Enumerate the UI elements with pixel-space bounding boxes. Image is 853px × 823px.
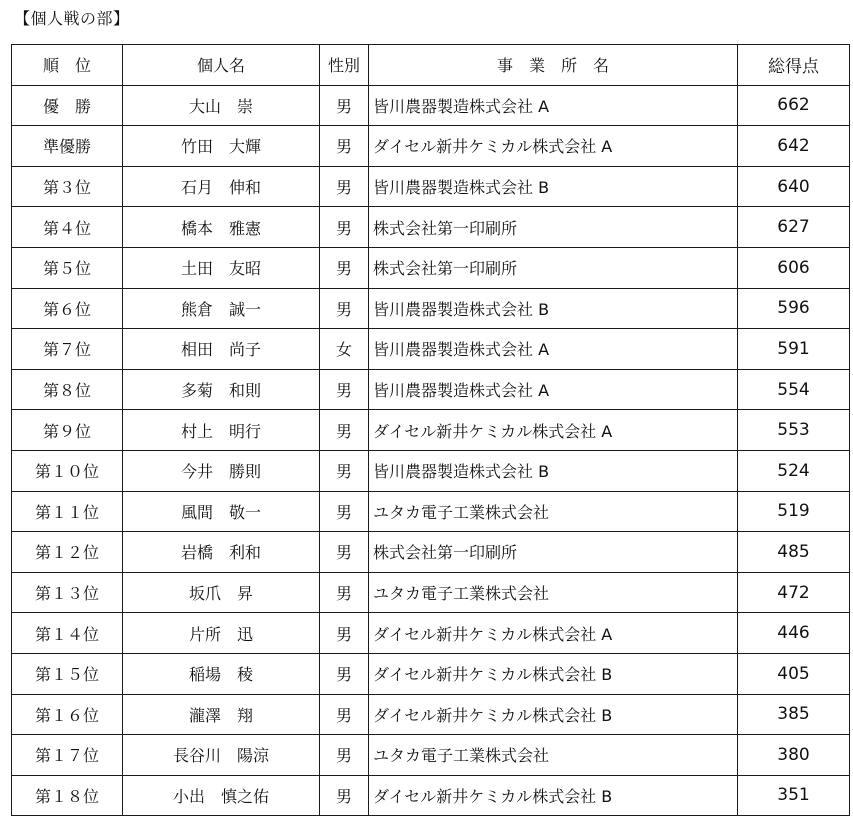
person-name-cell: 大山 崇 bbox=[123, 85, 320, 126]
person-name-cell: 竹田 大輝 bbox=[123, 126, 320, 167]
company-cell: 皆川農器製造株式会社 A bbox=[369, 329, 738, 370]
table-row bbox=[12, 735, 850, 776]
table-row bbox=[12, 572, 850, 613]
company-cell: 株式会社第一印刷所 bbox=[369, 532, 738, 573]
table-row bbox=[12, 532, 850, 573]
table-body bbox=[12, 85, 850, 816]
rank-cell: 第３位 bbox=[12, 166, 123, 207]
company-cell: ダイセル新井ケミカル株式会社 A bbox=[369, 410, 738, 451]
person-name-cell: 今井 勝則 bbox=[123, 450, 320, 491]
rank-cell: 第９位 bbox=[12, 410, 123, 451]
company-cell: ユタカ電子工業株式会社 bbox=[369, 491, 738, 532]
rank-cell: 準優勝 bbox=[12, 126, 123, 167]
company-cell: 株式会社第一印刷所 bbox=[369, 247, 738, 288]
rank-cell: 第４位 bbox=[12, 207, 123, 248]
sex-cell: 男 bbox=[320, 410, 369, 451]
person-name-cell: 熊倉 誠一 bbox=[123, 288, 320, 329]
company-cell: 株式会社第一印刷所 bbox=[369, 207, 738, 248]
person-name-cell: 多菊 和則 bbox=[123, 369, 320, 410]
company-cell: ユタカ電子工業株式会社 bbox=[369, 735, 738, 776]
rank-cell: 第１５位 bbox=[12, 653, 123, 694]
table-row bbox=[12, 613, 850, 654]
person-name-cell: 橋本 雅憲 bbox=[123, 207, 320, 248]
rank-cell: 優 勝 bbox=[12, 85, 123, 126]
score-cell: 351 bbox=[738, 775, 850, 816]
table-row bbox=[12, 166, 850, 207]
company-cell: ダイセル新井ケミカル株式会社 B bbox=[369, 775, 738, 816]
score-cell: 553 bbox=[738, 410, 850, 451]
person-name-cell: 村上 明行 bbox=[123, 410, 320, 451]
table-row bbox=[12, 653, 850, 694]
sex-cell: 男 bbox=[320, 775, 369, 816]
sex-cell: 女 bbox=[320, 329, 369, 370]
company-cell: 皆川農器製造株式会社 B bbox=[369, 166, 738, 207]
rank-cell: 第１４位 bbox=[12, 613, 123, 654]
score-cell: 472 bbox=[738, 572, 850, 613]
table-row bbox=[12, 247, 850, 288]
score-cell: 640 bbox=[738, 166, 850, 207]
individual-results-table bbox=[11, 44, 850, 816]
score-cell: 380 bbox=[738, 735, 850, 776]
rank-cell: 第１３位 bbox=[12, 572, 123, 613]
sex-cell: 男 bbox=[320, 288, 369, 329]
section-title: 【個人戦の部】 bbox=[14, 9, 130, 28]
table-row bbox=[12, 126, 850, 167]
sex-cell: 男 bbox=[320, 126, 369, 167]
score-cell: 524 bbox=[738, 450, 850, 491]
person-name-cell: 相田 尚子 bbox=[123, 329, 320, 370]
table-row bbox=[12, 288, 850, 329]
company-cell: ダイセル新井ケミカル株式会社 B bbox=[369, 694, 738, 735]
sex-cell: 男 bbox=[320, 450, 369, 491]
header-score: 総得点 bbox=[738, 45, 850, 86]
rank-cell: 第５位 bbox=[12, 247, 123, 288]
rank-cell: 第８位 bbox=[12, 369, 123, 410]
company-cell: 皆川農器製造株式会社 B bbox=[369, 288, 738, 329]
rank-cell: 第６位 bbox=[12, 288, 123, 329]
table-row bbox=[12, 775, 850, 816]
sex-cell: 男 bbox=[320, 207, 369, 248]
person-name-cell: 岩橋 利和 bbox=[123, 532, 320, 573]
header-company: 事 業 所 名 bbox=[369, 45, 738, 86]
company-cell: ユタカ電子工業株式会社 bbox=[369, 572, 738, 613]
rank-cell: 第１１位 bbox=[12, 491, 123, 532]
sex-cell: 男 bbox=[320, 166, 369, 207]
score-cell: 642 bbox=[738, 126, 850, 167]
sex-cell: 男 bbox=[320, 532, 369, 573]
company-cell: 皆川農器製造株式会社 B bbox=[369, 450, 738, 491]
rank-cell: 第１７位 bbox=[12, 735, 123, 776]
score-cell: 405 bbox=[738, 653, 850, 694]
person-name-cell: 坂爪 昇 bbox=[123, 572, 320, 613]
score-cell: 554 bbox=[738, 369, 850, 410]
table-row bbox=[12, 450, 850, 491]
table-row bbox=[12, 369, 850, 410]
header-name: 個人名 bbox=[123, 45, 320, 86]
person-name-cell: 瀧澤 翔 bbox=[123, 694, 320, 735]
score-cell: 596 bbox=[738, 288, 850, 329]
score-cell: 662 bbox=[738, 85, 850, 126]
table-row bbox=[12, 329, 850, 370]
rank-cell: 第１６位 bbox=[12, 694, 123, 735]
table-header-row bbox=[12, 45, 850, 86]
company-cell: ダイセル新井ケミカル株式会社 A bbox=[369, 613, 738, 654]
company-cell: 皆川農器製造株式会社 A bbox=[369, 369, 738, 410]
header-sex: 性別 bbox=[320, 45, 369, 86]
sex-cell: 男 bbox=[320, 694, 369, 735]
person-name-cell: 小出 慎之佑 bbox=[123, 775, 320, 816]
person-name-cell: 片所 迅 bbox=[123, 613, 320, 654]
score-cell: 591 bbox=[738, 329, 850, 370]
rank-cell: 第１２位 bbox=[12, 532, 123, 573]
company-cell: 皆川農器製造株式会社 A bbox=[369, 85, 738, 126]
sex-cell: 男 bbox=[320, 613, 369, 654]
table-row bbox=[12, 410, 850, 451]
header-rank: 順 位 bbox=[12, 45, 123, 86]
sex-cell: 男 bbox=[320, 85, 369, 126]
sex-cell: 男 bbox=[320, 735, 369, 776]
table-row bbox=[12, 207, 850, 248]
sex-cell: 男 bbox=[320, 491, 369, 532]
rank-cell: 第７位 bbox=[12, 329, 123, 370]
person-name-cell: 稲場 稜 bbox=[123, 653, 320, 694]
score-cell: 627 bbox=[738, 207, 850, 248]
sex-cell: 男 bbox=[320, 572, 369, 613]
score-cell: 606 bbox=[738, 247, 850, 288]
score-cell: 485 bbox=[738, 532, 850, 573]
sex-cell: 男 bbox=[320, 653, 369, 694]
rank-cell: 第１０位 bbox=[12, 450, 123, 491]
sex-cell: 男 bbox=[320, 369, 369, 410]
score-cell: 446 bbox=[738, 613, 850, 654]
score-cell: 385 bbox=[738, 694, 850, 735]
person-name-cell: 長谷川 陽涼 bbox=[123, 735, 320, 776]
table-row bbox=[12, 85, 850, 126]
company-cell: ダイセル新井ケミカル株式会社 B bbox=[369, 653, 738, 694]
score-cell: 519 bbox=[738, 491, 850, 532]
table-row bbox=[12, 491, 850, 532]
person-name-cell: 風間 敬一 bbox=[123, 491, 320, 532]
person-name-cell: 土田 友昭 bbox=[123, 247, 320, 288]
table-row bbox=[12, 694, 850, 735]
company-cell: ダイセル新井ケミカル株式会社 A bbox=[369, 126, 738, 167]
rank-cell: 第１８位 bbox=[12, 775, 123, 816]
sex-cell: 男 bbox=[320, 247, 369, 288]
person-name-cell: 石月 伸和 bbox=[123, 166, 320, 207]
